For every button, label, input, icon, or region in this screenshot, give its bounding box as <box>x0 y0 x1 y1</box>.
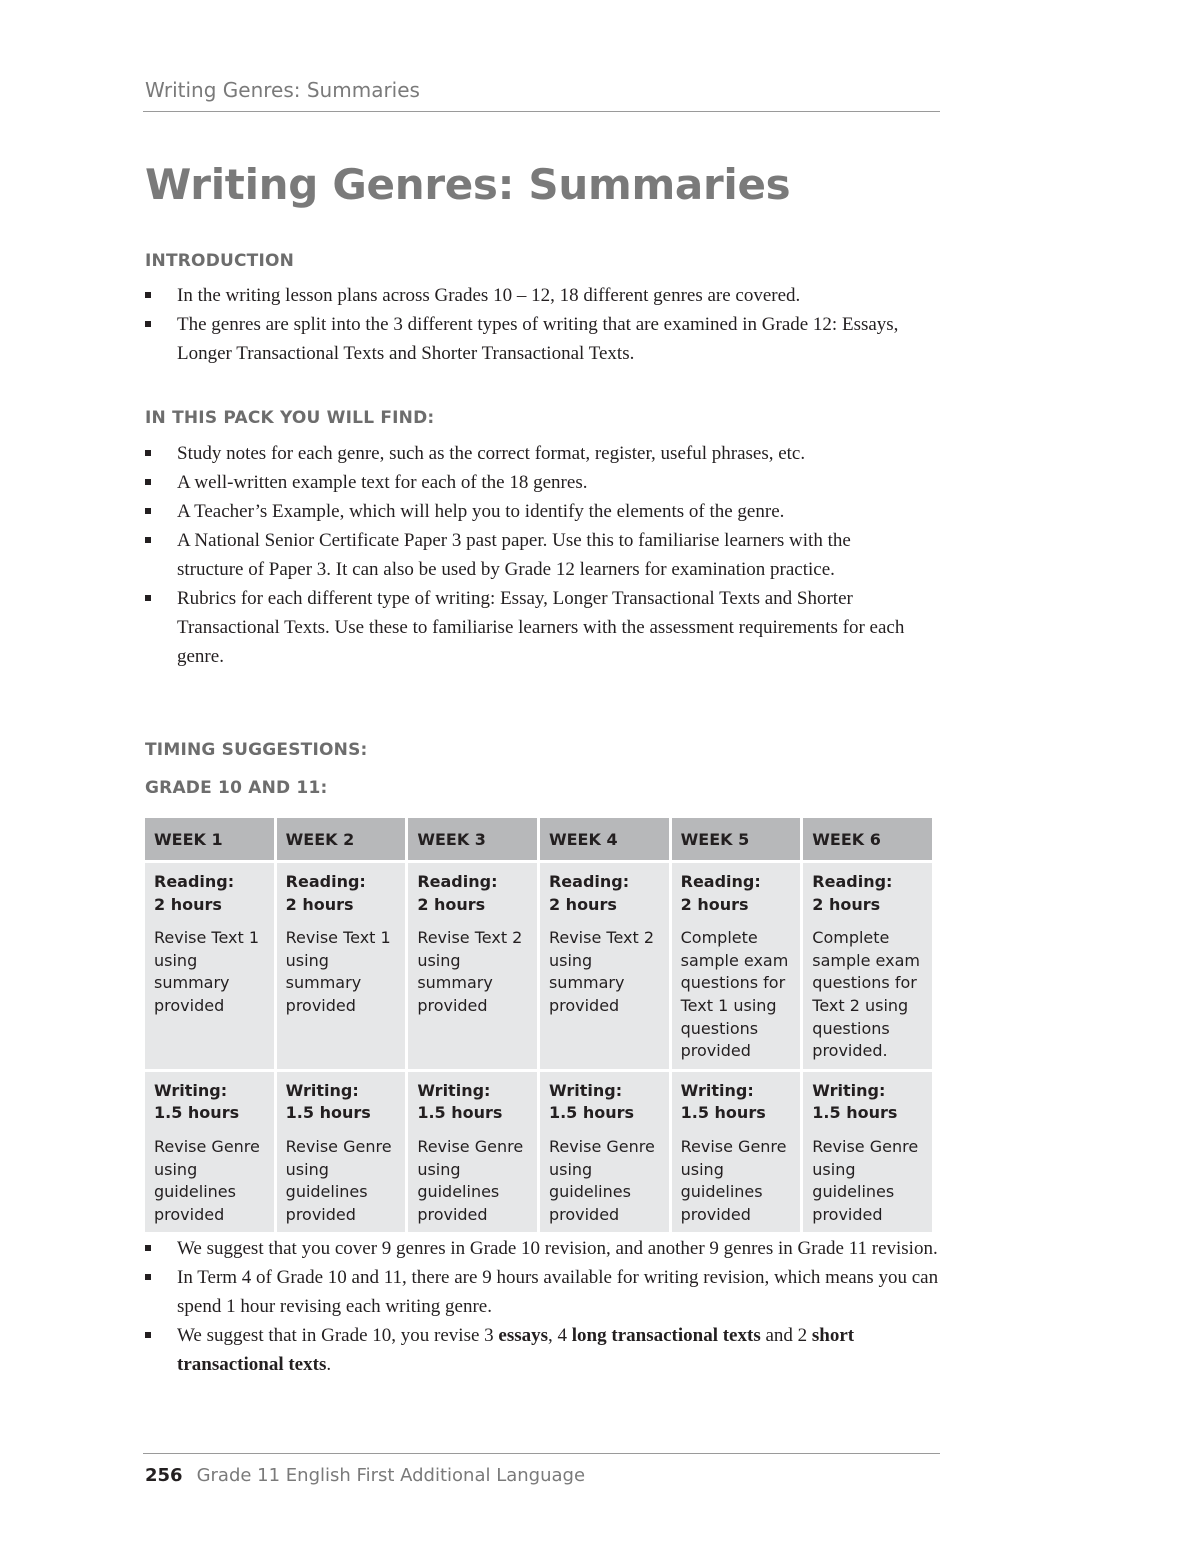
page-title: Writing Genres: Summaries <box>145 160 791 209</box>
writing-row <box>145 1072 932 1233</box>
list-item: We suggest that in Grade 10, you revise 3 essays, 4 long transactional texts and 2 short transactional texts. <box>145 1321 945 1379</box>
week-header: WEEK 3 <box>408 818 537 860</box>
introduction-heading: INTRODUCTION <box>145 251 295 271</box>
table-cell: Reading: 2 hours Revise Text 1 using summary provided <box>277 863 406 1069</box>
footer-rule <box>143 1453 940 1454</box>
week-header: WEEK 1 <box>145 818 274 860</box>
reading-row <box>145 863 932 1069</box>
table-cell: Reading: 2 hours Complete sample exam questions for Text 2 using questions provided. <box>803 863 932 1069</box>
pack-heading: IN THIS PACK YOU WILL FIND: <box>145 408 435 428</box>
table-cell: Reading: 2 hours Revise Text 2 using summary provided <box>408 863 537 1069</box>
table-cell: Writing: 1.5 hours Revise Genre using guidelines provided <box>672 1072 801 1233</box>
suggestions-list <box>145 1234 945 1379</box>
list-item: In the writing lesson plans across Grades 10 – 12, 18 different genres are covered. <box>145 281 945 310</box>
table-cell: Writing: 1.5 hours Revise Genre using guidelines provided <box>145 1072 274 1233</box>
list-item: Rubrics for each different type of writing: Essay, Longer Transactional Texts and Shorter Transactional Texts. Use these to familiarise learners with the assessment requirements for each genre. <box>145 584 912 671</box>
table-cell: Reading: 2 hours Revise Text 2 using summary provided <box>540 863 669 1069</box>
table-cell: Writing: 1.5 hours Revise Genre using guidelines provided <box>277 1072 406 1233</box>
list-item: Study notes for each genre, such as the correct format, register, useful phrases, etc. <box>145 439 945 468</box>
bullet-icon <box>145 1245 151 1251</box>
header-rule <box>143 111 940 112</box>
table-cell: Reading: 2 hours Complete sample exam questions for Text 1 using questions provided <box>672 863 801 1069</box>
bullet-icon <box>145 479 151 485</box>
timing-heading: TIMING SUGGESTIONS: <box>145 740 368 760</box>
list-item: The genres are split into the 3 different types of writing that are examined in Grade 12: Essays, Longer Transactional Texts and Shorter Transactional Texts. <box>145 310 945 368</box>
bullet-icon <box>145 508 151 514</box>
list-item: In Term 4 of Grade 10 and 11, there are 9 hours available for writing revision, which means you can spend 1 hour revising each writing genre. <box>145 1263 945 1321</box>
timing-table <box>142 815 935 1235</box>
table-cell: Writing: 1.5 hours Revise Genre using guidelines provided <box>408 1072 537 1233</box>
list-item: A Teacher’s Example, which will help you to identify the elements of the genre. <box>145 497 945 526</box>
bullet-icon <box>145 321 151 327</box>
page-footer <box>145 1465 585 1486</box>
list-item: A National Senior Certificate Paper 3 past paper. Use this to familiarise learners with the structure of Paper 3. It can also be used by Grade 12 learners for examination practice. <box>145 526 912 584</box>
bullet-icon <box>145 1332 151 1338</box>
list-item: A well-written example text for each of the 18 genres. <box>145 468 945 497</box>
bullet-icon <box>145 1274 151 1280</box>
table-cell: Writing: 1.5 hours Revise Genre using guidelines provided <box>540 1072 669 1233</box>
week-header: WEEK 5 <box>672 818 801 860</box>
table-cell: Writing: 1.5 hours Revise Genre using guidelines provided <box>803 1072 932 1233</box>
week-header: WEEK 2 <box>277 818 406 860</box>
bullet-icon <box>145 537 151 543</box>
table-cell: Reading: 2 hours Revise Text 1 using summary provided <box>145 863 274 1069</box>
book-title: Grade 11 English First Additional Language <box>196 1465 586 1486</box>
bullet-icon <box>145 292 151 298</box>
introduction-list <box>145 281 945 368</box>
pack-list <box>145 439 945 671</box>
grade-subheading: GRADE 10 AND 11: <box>145 778 328 798</box>
bullet-icon <box>145 450 151 456</box>
page-number: 256 <box>145 1465 183 1486</box>
table-header-row <box>145 818 932 860</box>
bullet-icon <box>145 595 151 601</box>
week-header: WEEK 6 <box>803 818 932 860</box>
list-item: We suggest that you cover 9 genres in Grade 10 revision, and another 9 genres in Grade 11 revision. <box>145 1234 945 1263</box>
week-header: WEEK 4 <box>540 818 669 860</box>
running-header: Writing Genres: Summaries <box>145 78 420 102</box>
